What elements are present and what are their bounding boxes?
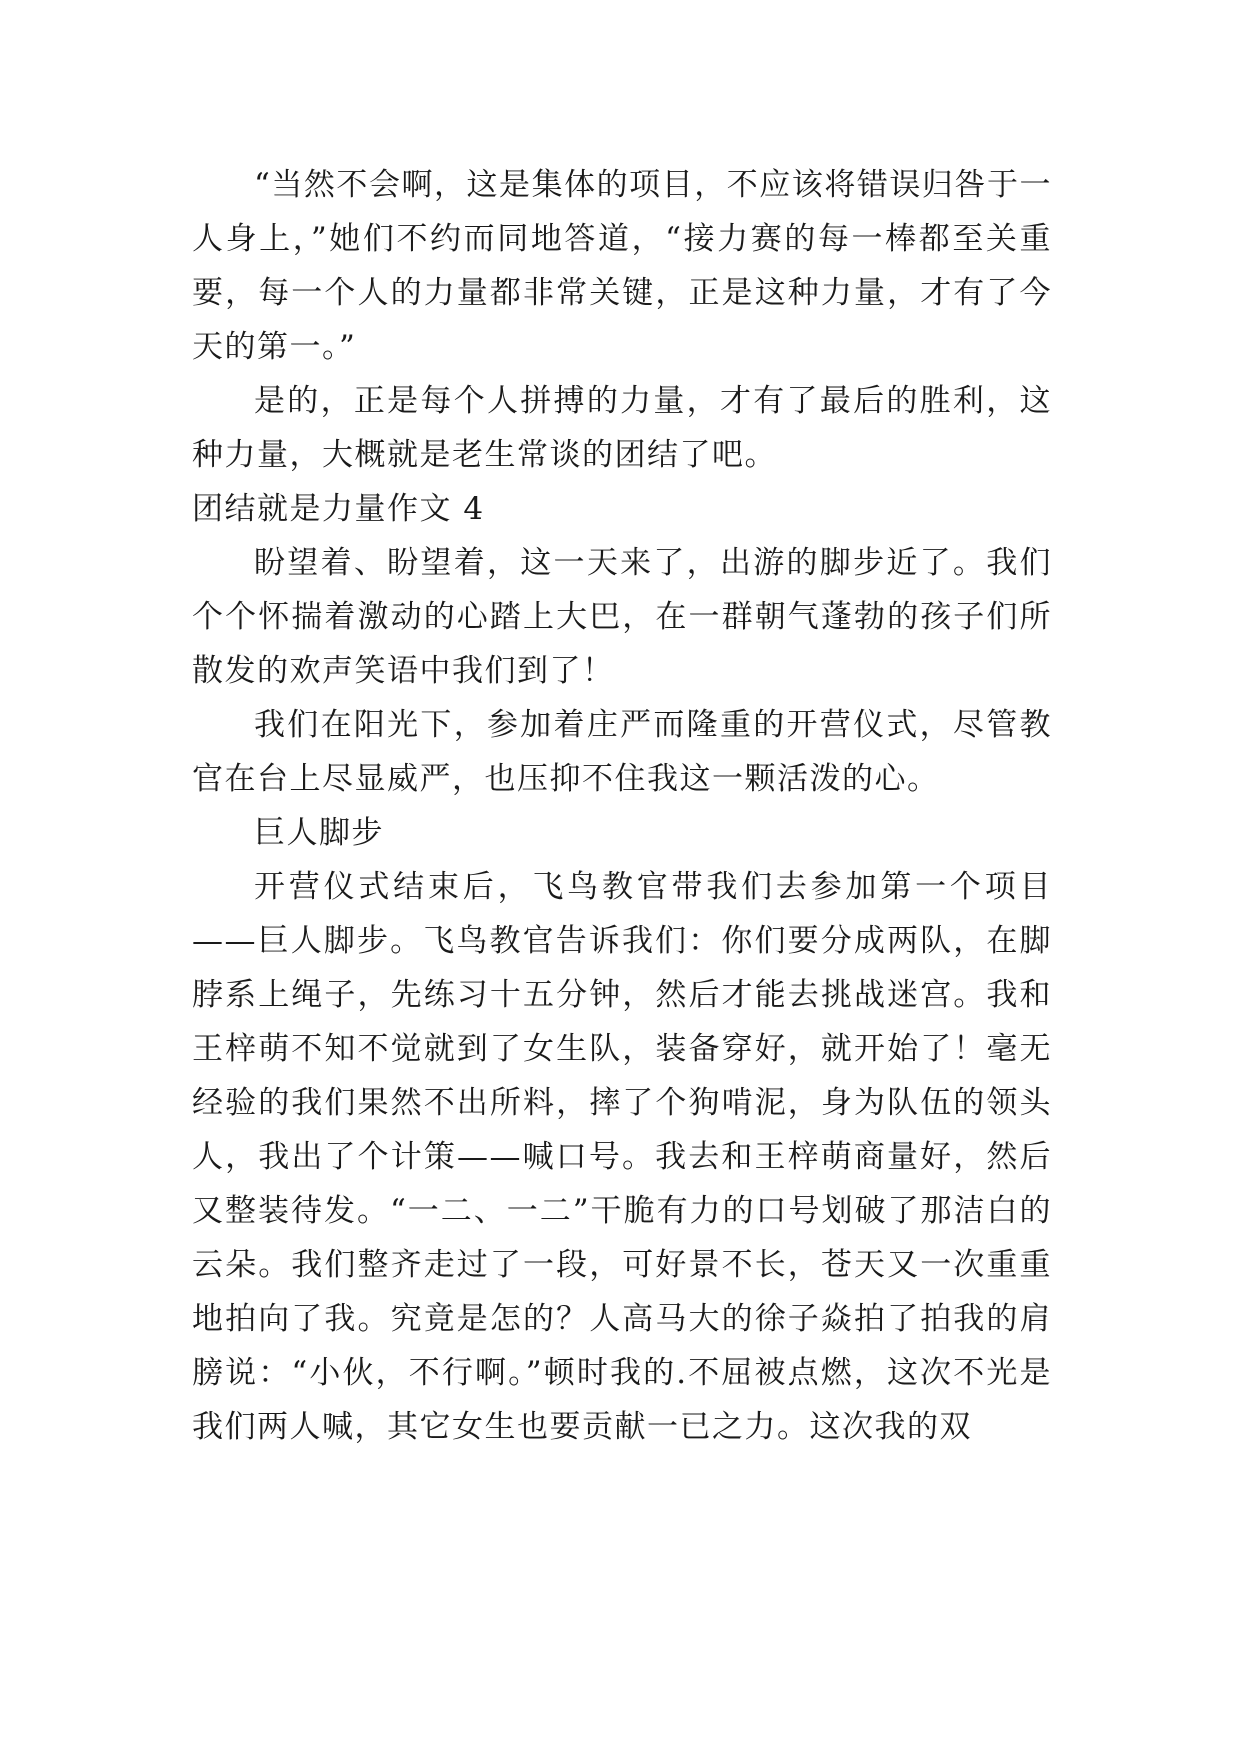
document-body bbox=[192, 158, 1052, 1454]
paragraph: 开营仪式结束后，飞鸟教官带我们去参加第一个项目——巨人脚步。飞鸟教官告诉我们：你们要分成两队，在脚脖系上绳子，先练习十五分钟，然后才能去挑战迷宫。我和王梓萌不知不觉就到了女生队，装备穿好，就开始了！毫无经验的我们果然不出所料，摔了个狗啃泥，身为队伍的领头人，我出了个计策——喊口号。我去和王梓萌商量好，然后又整装待发。“一二、一二”干脆有力的口号划破了那洁白的云朵。我们整齐走过了一段，可好景不长，苍天又一次重重地拍向了我。究竟是怎的？人高马大的徐子焱拍了拍我的肩膀说：“小伙，不行啊。”顿时我的.不屈被点燃，这次不光是我们两人喊，其它女生也要贡献一已之力。这次我的双 bbox=[192, 869, 1052, 1445]
section-title: 团结就是力量作文 4 bbox=[192, 491, 485, 527]
paragraph: “当然不会啊，这是集体的项目，不应该将错误归咎于一人身上，”她们不约而同地答道，“接力赛的每一棒都至关重要，每一个人的力量都非常关键，正是这种力量，才有了今天的第一。” bbox=[192, 167, 1052, 365]
paragraph: 盼望着、盼望着，这一天来了，出游的脚步近了。我们个个怀揣着激动的心踏上大巴，在一群朝气蓬勃的孩子们所散发的欢声笑语中我们到了！ bbox=[192, 545, 1052, 689]
subheading: 巨人脚步 bbox=[254, 815, 384, 851]
paragraph: 我们在阳光下，参加着庄严而隆重的开营仪式，尽管教官在台上尽显威严，也压抑不住我这一颗活泼的心。 bbox=[192, 707, 1052, 797]
paragraph: 是的，正是每个人拼搏的力量，才有了最后的胜利，这种力量，大概就是老生常谈的团结了吧。 bbox=[192, 383, 1052, 473]
